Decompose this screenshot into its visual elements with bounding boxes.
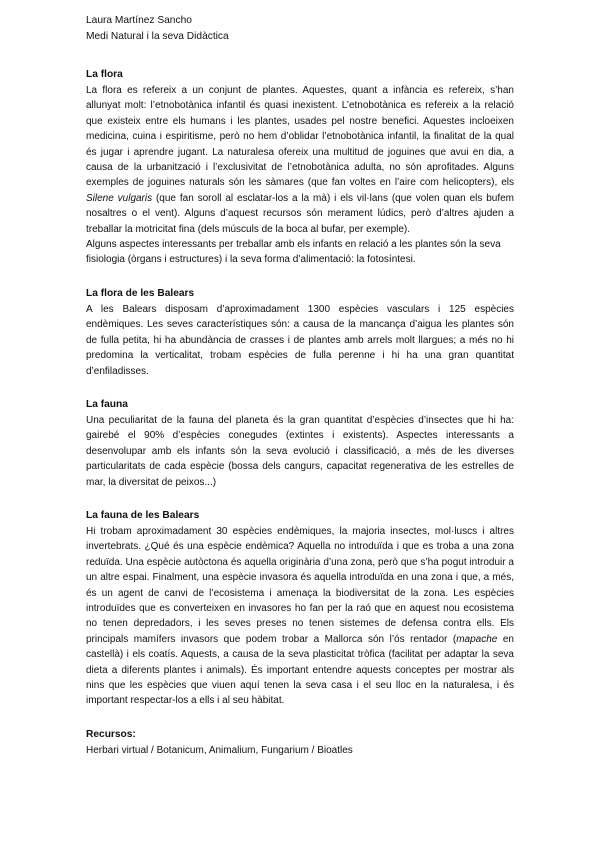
section-heading: La flora de les Balears — [86, 287, 195, 299]
section-heading: Recursos: — [86, 728, 136, 740]
section-recursos — [86, 727, 514, 758]
species-name: Silene vulgaris — [86, 192, 153, 204]
paragraph: Una peculiaritat de la fauna del planeta és la gran quantitat d’espècies d’insectes que hi ha: gairebé el 90% d’espècies conegudes (extintes i existents). Aspectes interessants a desenvolupar amb els infants són la seva evolució i classificació, a més de les diverses particularitats de cada espècie (bossa dels cangurs, capacitat regenerativa de les estrelles de mar, la diversitat de peixos...) — [86, 414, 514, 488]
paragraph-text: en castellà) i els coatís. Aquests, a causa de la seva plasticitat tròfica (facilitat per adaptar la seva dieta a diferents plantes i animals). És important entendre aquests conceptes per mostrar als nins que les espècies que viuen aquí tenen la seva casa i el seu lloc en la naturalesa, i és important respectar-los a ells i al seu hàbitat. — [86, 633, 514, 707]
paragraph-text: (que fan soroll al esclatar-los a la mà) i els vil·lans (que volen quan els bufem nosaltres o el vent). Alguns d’aquest recursos són merament lúdics, però d’altres ajuden a treballar la motricitat fina (dels músculs de la boca al bufar, per exemple). — [86, 192, 514, 235]
course-name: Medi Natural i la seva Didàctica — [86, 31, 229, 42]
paragraph: A les Balears disposam d’aproximadament 1300 espècies vasculars i 125 espècies endèmiques. Les seves característiques són: a causa de la mancança d’aigua les plantes són de fulla petita, hi ha abundància de crasses i de plantes amb arrels molt llargues; a més no hi predomina la verticalitat, trobam espècies de fulla perenne i hi ha una gran quantitat d’enfiladisses. — [86, 303, 514, 377]
author-name: Laura Martínez Sancho — [86, 15, 192, 26]
paragraph-text: Hi trobam aproximadament 30 espècies endèmiques, la majoria insectes, mol·luscs i altres invertebrats. ¿Qué és una espècie endèmica? Aquella no introduïda i que es troba a una zona reduïda. Una espècie autòctona és aquella originària d’una zona, però que s’ha pogut introduir a un altre espai. Finalment, una espècie invasora és aquella introduïda en una zona i que, a més, és un agent de canvi de l’ecosistema i amenaça la biodiversitat de la zona. Les espècies introduïdes que es converteixen en invasores ho fan per la raó que en aquest nou ecosistema no tenen depredadors, i les seves preses no tenen sistemes de defensa contra ells. Els principals mamífers invasors que podem trobar a Mallorca són l’ós rentador ( — [86, 525, 514, 645]
section-la-fauna — [86, 397, 514, 490]
paragraph-text: La flora es refereix a un conjunt de plantes. Aquestes, quant a infància es refereix, s’han allunyat molt: l’etnobotànica infantil és quasi inexistent. L’etnobotànica es refereix a la relació que existeix entre els humans i les plantes, usades pel nostre benefici. Aquestes incloeixen medicina, cuina i espiritisme, però no hem d’oblidar l’etnobotànica infantil, la finalitat de la qual és jugar i aprendre jugant. La naturalesa ofereix una multitud de joguines que avui en dia, a causa de la urbanització i l’exclusivitat de l’etnobotànica adulta, no són aprofitades. Alguns exemples de joguines naturals són les sàmares (que fan voltes en l’aire com helicopters), els — [86, 85, 514, 189]
section-heading: La flora — [86, 69, 123, 80]
resources-list: Herbari virtual / Botanicum, Animalium, Fungarium / Bioatles — [86, 744, 353, 756]
section-la-flora — [86, 67, 514, 268]
species-name: mapache — [456, 633, 498, 645]
section-flora-balears — [86, 286, 514, 379]
paragraph — [86, 524, 514, 709]
section-heading: La fauna de les Balears — [86, 509, 200, 521]
document-header — [86, 13, 514, 45]
paragraph: Alguns aspectes interessants per treballar amb els infants en relació a les plantes són la seva fisiologia (òrgans i estructures) i la seva forma d’alimentació: la fotosíntesi. — [86, 239, 501, 266]
paragraph — [86, 83, 514, 237]
section-heading: La fauna — [86, 398, 128, 410]
section-fauna-balears — [86, 508, 514, 709]
